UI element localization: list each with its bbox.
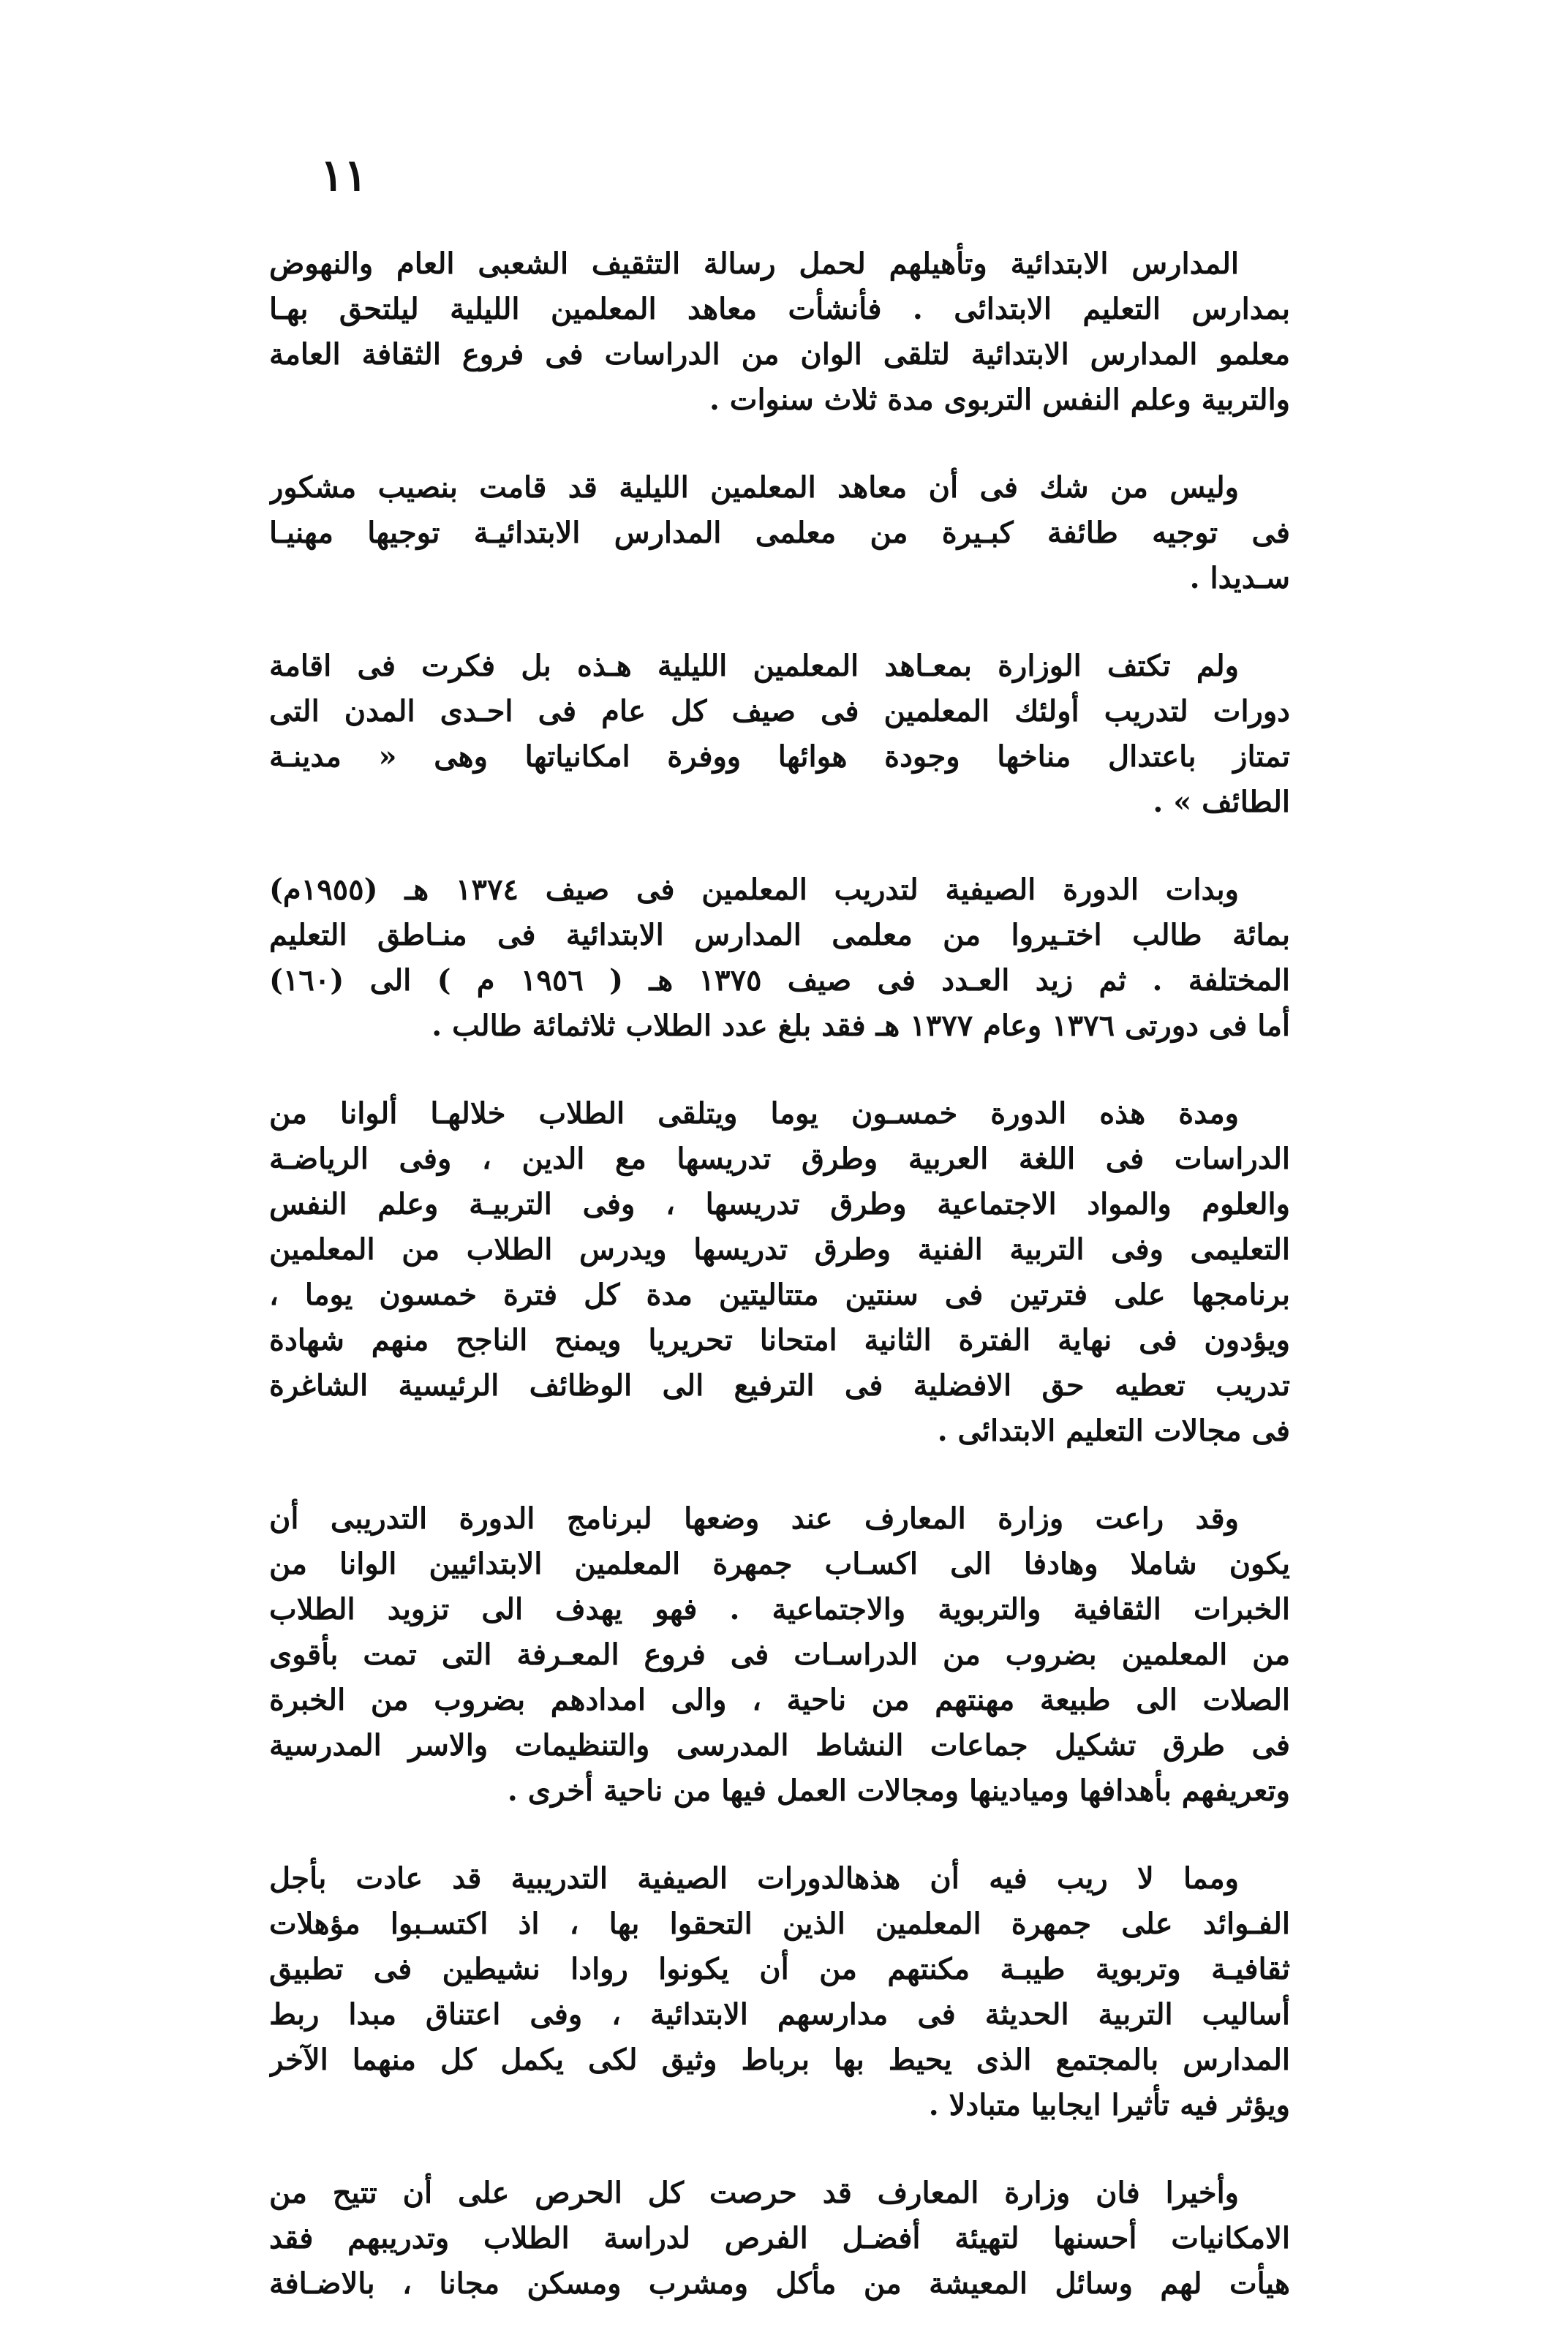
text-line: دورات لتدريب أولئك المعلمين فى صيف كل عام فى احـدى المدن التى [269,694,1290,728]
paragraph [269,241,1290,423]
text-line: وأخيرا فان وزارة المعارف قد حرصت كل الحرص على أن تتيح من [269,2176,1240,2210]
text-line: ثقافيـة وتربوية طيبـة مكنتهم من أن يكونوا روادا نشيطين فى تطبيق [269,1952,1290,1986]
body-text [269,241,1290,2349]
text-line: برنامجها على فترتين فى سنتين متتاليتين مدة كل فترة خمسون يوما ، [269,1278,1290,1312]
paragraph [269,867,1290,1049]
text-line: سـديدا . [1189,561,1290,595]
text-line: بمدارس التعليم الابتدائى . فأنشأت معاهد المعلمين الليلية ليلتحق بهـا [269,292,1290,326]
text-line: أساليب التربية الحديثة فى مدارسهم الابتدائية ، وفى اعتناق مبدا ربط [269,1997,1290,2032]
text-line: ومما لا ريب فيه أن هذهالدورات الصيفية التدريبية قد عادت بأجل [269,1861,1239,1896]
text-line: بمائة طالب اختـيروا من معلمى المدارس الابتدائية فى منـاطق التعليم [269,918,1290,952]
text-line: معلمو المدارس الابتدائية لتلقى الوان من الدراسات فى فروع الثقافة العامة [269,337,1290,372]
paragraph [269,2171,1290,2307]
page-number: ١١ [320,150,368,201]
text-line: وليس من شك فى أن معاهد المعلمين الليلية قد قامت بنصيب مشكور [269,470,1239,505]
text-line: هيأت لهم وسائل المعيشة من مأكل ومشرب ومسكن مجانا ، بالاضـافة [269,2266,1290,2301]
text-line: فى طرق تشكيل جماعات النشاط المدرسى والتنظيمات والاسر المدرسية [269,1728,1290,1762]
text-line: فى توجيه طائفة كبـيرة من معلمى المدارس الابتدائيـة توجيها مهنيـا [269,516,1290,550]
text-line: المختلفة . ثم زيد العـدد فى صيف ١٣٧٥ هـ ( ١٩٥٦ م ) الى (١٦٠) [269,963,1290,998]
text-line: وقد راعت وزارة المعارف عند وضعها لبرنامج الدورة التدريبى أن [269,1501,1239,1536]
text-line: ويؤثر فيه تأثيرا ايجابيا متبادلا . [928,2088,1290,2122]
text-line: الصلات الى طبيعة مهنتهم من ناحية ، والى امدادهم بضروب من الخبرة [269,1683,1290,1717]
text-line: من المعلمين بضروب من الدراسـات فى فروع المعـرفة التى تمت بأقوى [269,1637,1290,1672]
text-line: وتعريفهم بأهدافها وميادينها ومجالات العمل فيها من ناحية أخرى . [507,1773,1290,1808]
paragraph [269,644,1290,825]
paragraph [269,1091,1290,1454]
text-line: أما فى دورتى ١٣٧٦ وعام ١٣٧٧ هـ فقد بلغ عدد الطلاب ثلاثمائة طالب . [431,1008,1290,1043]
text-line: ومدة هذه الدورة خمسـون يوما ويتلقى الطلاب خلالهـا ألوانا من [269,1096,1239,1131]
text-line: الطائف » . [1153,785,1290,819]
text-line: الامكانيات أحسنها لتهيئة أفضـل الفرص لدراسة الطلاب وتدريبهم فقد [269,2221,1290,2255]
text-line: يكون شاملا وهادفا الى اكسـاب جمهرة المعلمين الابتدائيين الوانا من [269,1547,1290,1581]
text-line: الفـوائد على جمهرة المعلمين الذين التحقوا بها ، اذ اكتسـبوا مؤهلات [269,1907,1290,1941]
text-line: ويؤدون فى نهاية الفترة الثانية امتحانا تحريريا ويمنح الناجح منهم شهادة [269,1323,1290,1357]
text-line: الخبرات الثقافية والتربوية والاجتماعية . فهو يهدف الى تزويد الطلاب [269,1592,1290,1626]
text-line: الدراسات فى اللغة العربية وطرق تدريسها مع الدين ، وفى الرياضـة [269,1142,1290,1176]
paragraph [269,1856,1290,2128]
text-line: والتربية وعلم النفس التربوى مدة ثلاث سنوات . [709,382,1290,417]
paragraph [269,1496,1290,1814]
text-line: المدارس الابتدائية وتأهيلهم لحمل رسالة التثقيف الشعبى العام والنهوض [269,246,1239,281]
text-line: تدريب تعطيه حق الافضلية فى الترفيع الى الوظائف الرئيسية الشاغرة [269,1368,1290,1403]
text-line: المدارس بالمجتمع الذى يحيط بها برباط وثيق لكى يكمل كل منهما الآخر [269,2043,1290,2077]
text-line: تمتاز باعتدال مناخها وجودة هوائها ووفرة امكانياتها وهى « مدينـة [269,739,1290,774]
text-line: ولم تكتف الوزارة بمعـاهد المعلمين الليلية هـذه بل فكرت فى اقامة [269,649,1239,683]
text-line: التعليمى وفى التربية الفنية وطرق تدريسها ويدرس الطلاب من المعلمين [269,1232,1290,1267]
paragraph [269,465,1290,601]
text-line: والعلوم والمواد الاجتماعية وطرق تدريسها ، وفى التربيـة وعلم النفس [269,1187,1290,1221]
text-line: وبدات الدورة الصيفية لتدريب المعلمين فى صيف ١٣٧٤ هـ (١٩٥٥م) [269,872,1239,907]
text-line: فى مجالات التعليم الابتدائى . [937,1414,1290,1448]
